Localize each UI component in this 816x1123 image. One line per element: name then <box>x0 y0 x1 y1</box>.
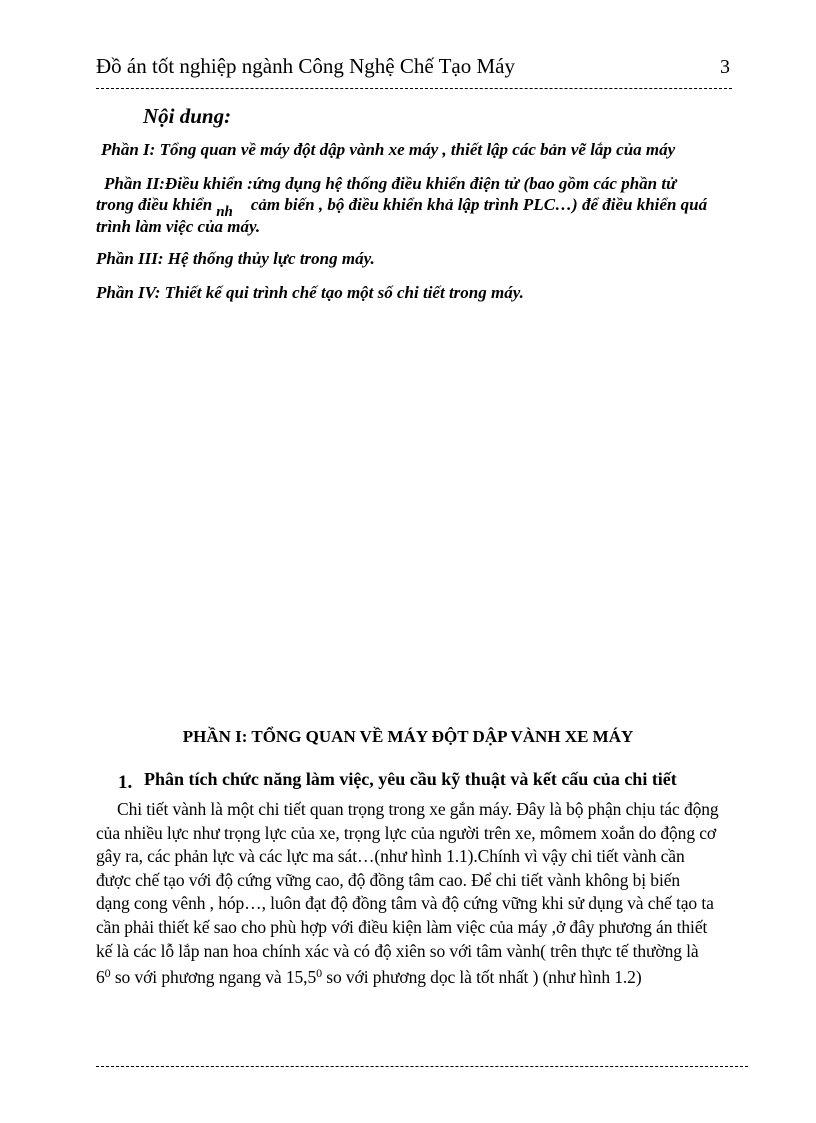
toc-part-3: Phần III: Hệ thống thủy lực trong máy. <box>96 249 375 268</box>
page-number: 3 <box>720 56 730 78</box>
toc-part-4: Phần IV: Thiết kế qui trình chế tạo một số chi tiết trong máy. <box>96 283 524 302</box>
header-divider <box>96 88 732 89</box>
toc-part-2-line-1: Phần II:Điều khiển :ứng dụng hệ thống điều khiển điện tử (bao gồm các phần tử <box>104 174 677 193</box>
footer-divider <box>96 1066 748 1067</box>
toc-part-2-line-2 <box>96 194 708 220</box>
toc-heading: Nội dung: <box>143 104 232 128</box>
body-line: Chi tiết vành là một chi tiết quan trọng trong xe gắn máy. Đây là bộ phận chịu tác động <box>117 799 719 819</box>
body-line: của nhiều lực như trọng lực của xe, trọng lực của người trên xe, mômem xoắn do động cơ <box>96 823 717 843</box>
body-line: cần phải thiết kế sao cho phù hợp với điều kiện làm việc của máy ,ở đây phương án thiết <box>96 917 708 937</box>
section-number: 1. <box>118 772 133 793</box>
degree-mark: 0 <box>316 966 322 980</box>
toc-part-2-text-b: cảm biến , bộ điều khiển khả lập trình PLC…) để điều khiển quá <box>250 195 708 214</box>
degree-mark: 0 <box>104 966 111 980</box>
page-header-title: Đồ án tốt nghiệp ngành Công Nghệ Chế Tạo Máy <box>96 54 515 78</box>
angle-value-1: 6 <box>96 967 105 987</box>
body-line: dạng cong vênh , hóp…, luôn đạt độ đồng tâm và độ cứng vững khi sử dụng và chế tạo ta <box>96 893 714 913</box>
section-title: Phân tích chức năng làm việc, yêu cầu kỹ thuật và kết cấu của chi tiết <box>144 769 677 789</box>
body-line: kế là các lỗ lắp nan hoa chính xác và có độ xiên so với tâm vành( trên thực tế thường là <box>96 941 699 961</box>
body-line: gây ra, các phản lực và các lực ma sát…(như hình 1.1).Chính vì vậy chi tiết vành cần <box>96 846 685 866</box>
body-text-fragment: so với phương dọc là tốt nhất ) (như hình 1.2) <box>322 967 642 987</box>
body-line: được chế tạo với độ cứng vững cao, độ đồng tâm cao. Để chi tiết vành không bị biến <box>96 870 681 890</box>
body-line-last <box>96 966 642 988</box>
toc-part-2-line-3: trình làm việc của máy. <box>96 217 261 236</box>
part-title: PHẦN I: TỔNG QUAN VỀ MÁY ĐỘT DẬP VÀNH XE MÁY <box>182 727 634 746</box>
toc-part-1: Phần I: Tổng quan về máy đột dập vành xe máy , thiết lập các bản vẽ lắp của máy <box>101 140 676 159</box>
toc-part-2-text-a: trong điều khiển <box>96 195 213 214</box>
toc-part-2-subscript: nh <box>216 204 233 220</box>
body-text-fragment: so với phương ngang và 15,5 <box>110 967 317 987</box>
